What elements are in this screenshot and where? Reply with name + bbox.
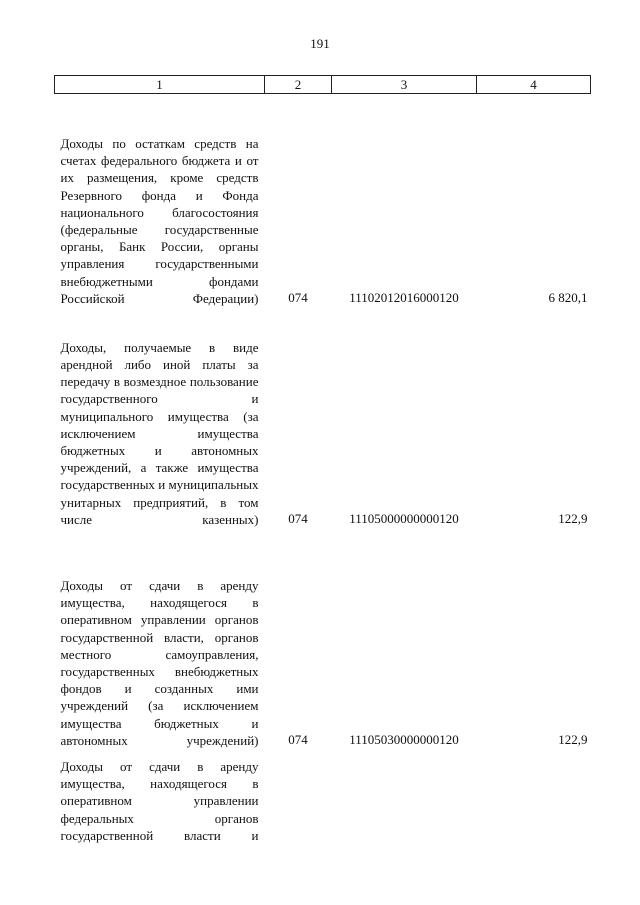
row-kbk: 11102012016000120 [349,290,459,305]
row-description: Доходы по остаткам средств на счетах федерального бюджета и от их размещения, кроме средств Резервного фонда и Фонда национального благосостояния (федеральные государственные органы, Банк России, органы управления государственными внебюджетными фондами Российской Федерации) [60,135,259,306]
table-row [55,307,591,528]
table-row [55,94,591,308]
column-header-3: 3 [332,76,477,94]
row-kbk [332,749,477,848]
page-number: 191 [310,36,330,51]
row-description: Доходы от сдачи в аренду имущества, находящегося в оперативном управлении органов государственной власти, органов местного самоуправления, государственных внебюджетных фондов и созданных ими учреждений (за исключением имущества бюджетных и автономных учреждений) [60,577,259,748]
row-code [265,749,332,848]
table-row [55,749,591,848]
row-code: 074 [288,290,308,305]
row-kbk: 11105030000000120 [349,732,459,747]
row-kbk: 11105000000000120 [349,511,459,526]
budget-table [54,75,591,848]
column-header-2: 2 [265,76,332,94]
table-header-row [55,76,591,94]
row-amount: 6 820,1 [548,290,588,305]
row-description: Доходы от сдачи в аренду имущества, находящегося в оперативном управлении федеральных органов государственной власти и [60,759,259,843]
column-header-4: 4 [477,76,591,94]
row-amount [477,749,591,848]
row-code: 074 [288,732,308,747]
row-description: Доходы, получаемые в виде арендной либо иной платы за передачу в возмездное пользование государственного и муниципального имущества (за исключением имущества бюджетных и автономных учреждений, а также имущества государственных и муниципальных унитарных предприятий, в том числе казенных) [60,339,259,527]
row-code: 074 [288,511,308,526]
column-header-1: 1 [55,76,265,94]
row-amount: 122,9 [558,511,588,526]
table-row [55,528,591,749]
row-amount: 122,9 [558,732,588,747]
